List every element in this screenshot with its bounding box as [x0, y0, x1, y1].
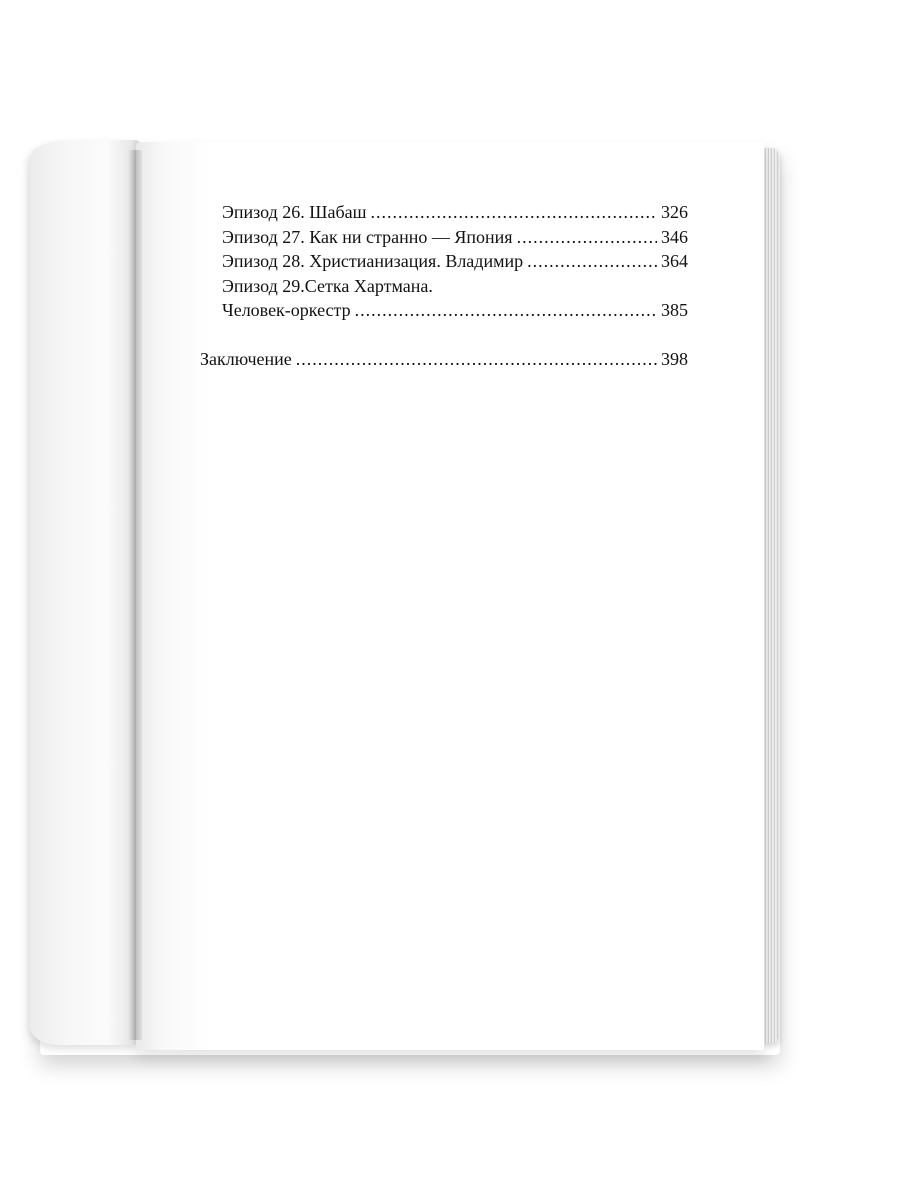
- toc-entry-conclusion: [200, 347, 688, 372]
- toc-entry-episode-29-line1: [200, 274, 688, 299]
- toc-entry-episode-26: [200, 200, 688, 225]
- toc-entry-page: 346: [661, 226, 688, 247]
- left-page: [30, 140, 140, 1045]
- dot-leader: [296, 347, 657, 372]
- toc-entry-title: Эпизод 28. Христианизация. Владимир: [222, 251, 524, 271]
- toc-entry-page: 326: [661, 202, 688, 222]
- table-of-contents: [200, 200, 688, 371]
- toc-entry-episode-27: [200, 225, 688, 250]
- toc-entry-page: 398: [661, 348, 688, 369]
- dot-leader: [517, 225, 657, 250]
- dot-leader: [355, 298, 657, 323]
- toc-entry-title: Заключение: [200, 348, 292, 369]
- dot-leader: [527, 249, 657, 274]
- toc-entry-page: 385: [661, 300, 688, 320]
- toc-entry-title: Эпизод 26. Шабаш: [222, 202, 367, 222]
- toc-entry-episode-28: [200, 249, 688, 274]
- toc-entry-page: 364: [661, 251, 688, 271]
- dot-leader: [370, 200, 657, 225]
- book-gutter: [128, 150, 142, 1040]
- toc-entry-title: Эпизод 27. Как ни странно — Япония: [222, 226, 513, 247]
- toc-entry-title: Эпизод 29.Сетка Хартмана.: [222, 275, 433, 296]
- toc-entry-episode-29-line2: [200, 298, 688, 323]
- toc-entry-title: Человек-оркестр: [222, 300, 351, 320]
- section-spacer: [200, 323, 688, 347]
